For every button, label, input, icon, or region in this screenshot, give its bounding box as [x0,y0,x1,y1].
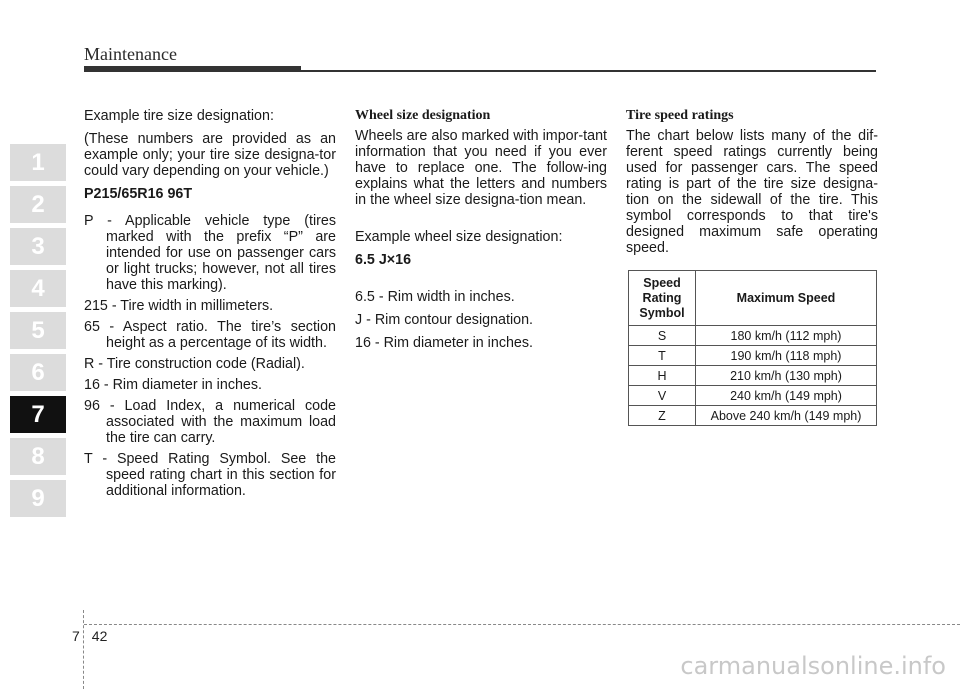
max-speed-cell: 240 km/h (149 mph) [696,386,877,406]
chapter-tabs [10,144,66,522]
speed-symbol-cell: Z [629,406,696,426]
max-speed-cell: 210 km/h (130 mph) [696,366,877,386]
wheel-item-width: 6.5 - Rim width in inches. [355,289,515,305]
tire-item-r: R - Tire construction code (Radial). [84,356,305,372]
tire-item-65: 65 - Aspect ratio. The tire’s section height as a percentage of its width. [84,319,336,351]
chapter-tab-6[interactable]: 6 [10,354,66,391]
tire-item-16: 16 - Rim diameter in inches. [84,377,262,393]
chapter-tab-8[interactable]: 8 [10,438,66,475]
tire-item-96: 96 - Load Index, a numerical code associated with the maximum load the tire can carry. [84,398,336,446]
page-number-value: 42 [91,628,108,644]
page-header-title: Maintenance [84,44,177,64]
column-speed-ratings [626,108,878,263]
speed-symbol-cell: S [629,326,696,346]
wheel-item-contour: J - Rim contour designation. [355,312,533,328]
table-row [629,366,877,386]
speed-ratings-heading: Tire speed ratings [626,108,734,123]
watermark-text: carmanualsonline.info [680,652,946,680]
max-speed-cell: 190 km/h (118 mph) [696,346,877,366]
tire-item-t: T - Speed Rating Symbol. See the speed rating chart in this section for additional information. [84,451,336,499]
wheel-size-example: 6.5 J×16 [355,252,412,268]
wheel-size-body: Wheels are also marked with impor-tant information that you need if you ever have to replace one. The follow-ing explains what the letters and numbers in the wheel size designa-tion mean. [355,128,607,208]
column-tire-size [84,108,336,504]
tire-size-intro: Example tire size designation: [84,108,274,124]
chapter-tab-5[interactable]: 5 [10,312,66,349]
table-row [629,386,877,406]
wheel-size-heading: Wheel size designation [355,108,491,123]
speed-rating-table [628,270,877,426]
tire-size-note: (These numbers are provided as an example only; your tire size designa-tor could vary depending on your vehicle.) [84,131,336,179]
table-row [629,406,877,426]
page-number [72,628,107,644]
wheel-item-diameter: 16 - Rim diameter in inches. [355,335,533,351]
footer-divider [84,624,960,625]
max-speed-cell: Above 240 km/h (149 mph) [696,406,877,426]
wheel-size-example-label: Example wheel size designation: [355,229,563,245]
table-header-row [629,271,877,326]
tire-size-example: P215/65R16 96T [84,186,193,202]
footer-vertical-divider [83,610,84,689]
tire-item-p: P - Applicable vehicle type (tires marked with the prefix “P” are intended for use on passenger cars or light trucks; however, not all tires have this marking). [84,213,336,293]
table-row [629,346,877,366]
header-rule-thin [301,70,876,72]
tire-item-215: 215 - Tire width in millimeters. [84,298,274,314]
chapter-tab-7[interactable]: 7 [10,396,66,433]
chapter-tab-9[interactable]: 9 [10,480,66,517]
chapter-tab-1[interactable]: 1 [10,144,66,181]
speed-symbol-cell: V [629,386,696,406]
speed-symbol-cell: H [629,366,696,386]
chapter-tab-3[interactable]: 3 [10,228,66,265]
speed-symbol-cell: T [629,346,696,366]
header-rule-thick [84,66,301,72]
table-row [629,326,877,346]
chapter-tab-4[interactable]: 4 [10,270,66,307]
header-max-speed: Maximum Speed [696,271,877,326]
speed-ratings-body: The chart below lists many of the dif-ferent speed ratings currently being used for passenger cars. The speed rating is part of the tire size designa-tion on the sidewall of the tire. This symbol corresponds to that tire's designed maximum safe operating speed. [626,128,878,256]
chapter-tab-2[interactable]: 2 [10,186,66,223]
header-speed-symbol: Speed Rating Symbol [629,271,696,326]
max-speed-cell: 180 km/h (112 mph) [696,326,877,346]
column-wheel-size [355,108,607,358]
page-chapter-number: 7 [72,628,80,644]
